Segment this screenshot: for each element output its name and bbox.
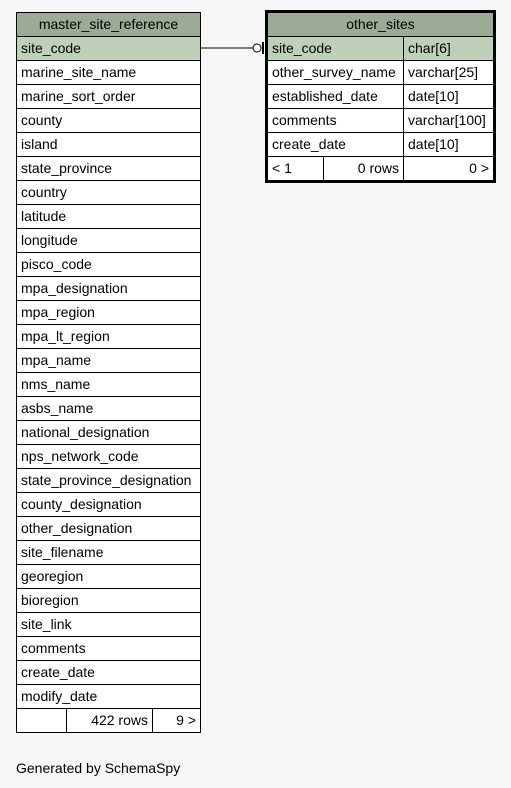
- master-site-reference-table[interactable]: [16, 12, 201, 733]
- table-row[interactable]: [17, 85, 201, 109]
- column-name: mpa_designation: [17, 277, 201, 301]
- table-footer: [17, 709, 201, 733]
- table-row[interactable]: [17, 301, 201, 325]
- column-type: date[10]: [404, 133, 494, 157]
- column-name: marine_site_name: [17, 61, 201, 85]
- table-row[interactable]: [17, 325, 201, 349]
- column-name: create_date: [268, 133, 404, 157]
- parent-count[interactable]: [17, 709, 67, 733]
- parent-count[interactable]: < 1: [268, 157, 324, 181]
- column-name: asbs_name: [17, 397, 201, 421]
- column-name: state_province: [17, 157, 201, 181]
- table-row[interactable]: [17, 205, 201, 229]
- column-name: site_link: [17, 613, 201, 637]
- row-count: 0 rows: [324, 157, 404, 181]
- column-name: county_designation: [17, 493, 201, 517]
- column-type: char[6]: [404, 37, 494, 61]
- row-count: 422 rows: [67, 709, 153, 733]
- table-row[interactable]: [17, 517, 201, 541]
- table-row[interactable]: [268, 37, 494, 61]
- column-name: mpa_name: [17, 349, 201, 373]
- table-row[interactable]: [17, 37, 201, 61]
- table-row[interactable]: [17, 469, 201, 493]
- table-row[interactable]: [17, 541, 201, 565]
- column-name: comments: [268, 109, 404, 133]
- other-sites-table[interactable]: [267, 12, 494, 181]
- column-name: create_date: [17, 661, 201, 685]
- table-row[interactable]: [17, 373, 201, 397]
- table-row[interactable]: [17, 109, 201, 133]
- column-type: varchar[100]: [404, 109, 494, 133]
- column-type: varchar[25]: [404, 61, 494, 85]
- table-row[interactable]: [17, 661, 201, 685]
- column-name: modify_date: [17, 685, 201, 709]
- generated-by-caption: Generated by SchemaSpy: [16, 760, 181, 776]
- column-name: mpa_lt_region: [17, 325, 201, 349]
- table-footer: [268, 157, 494, 181]
- table-row[interactable]: [17, 613, 201, 637]
- table-row[interactable]: [268, 85, 494, 109]
- column-name: bioregion: [17, 589, 201, 613]
- table-title[interactable]: master_site_reference: [17, 13, 201, 37]
- table-row[interactable]: [17, 277, 201, 301]
- column-name: island: [17, 133, 201, 157]
- table-row[interactable]: [17, 589, 201, 613]
- column-name: comments: [17, 637, 201, 661]
- table-row[interactable]: [17, 229, 201, 253]
- column-name: site_code: [17, 37, 201, 61]
- column-name: established_date: [268, 85, 404, 109]
- table-row[interactable]: [17, 253, 201, 277]
- table-row[interactable]: [17, 133, 201, 157]
- column-name: pisco_code: [17, 253, 201, 277]
- column-name: national_designation: [17, 421, 201, 445]
- column-name: marine_sort_order: [17, 85, 201, 109]
- table-row[interactable]: [268, 61, 494, 85]
- table-row[interactable]: [17, 637, 201, 661]
- column-name: country: [17, 181, 201, 205]
- zero-optionality-circle: [253, 44, 261, 52]
- column-name: nms_name: [17, 373, 201, 397]
- column-name: site_code: [268, 37, 404, 61]
- column-name: other_survey_name: [268, 61, 404, 85]
- column-name: longitude: [17, 229, 201, 253]
- column-name: mpa_region: [17, 301, 201, 325]
- child-count[interactable]: 0 >: [404, 157, 494, 181]
- column-name: nps_network_code: [17, 445, 201, 469]
- table-row[interactable]: [17, 445, 201, 469]
- table-row[interactable]: [17, 493, 201, 517]
- table-row[interactable]: [17, 421, 201, 445]
- table-row[interactable]: [17, 397, 201, 421]
- table-row[interactable]: [17, 157, 201, 181]
- column-name: county: [17, 109, 201, 133]
- table-row[interactable]: [17, 565, 201, 589]
- table-row[interactable]: [17, 685, 201, 709]
- table-row[interactable]: [17, 61, 201, 85]
- child-count[interactable]: 9 >: [153, 709, 201, 733]
- column-name: other_designation: [17, 517, 201, 541]
- column-name: site_filename: [17, 541, 201, 565]
- table-row[interactable]: [268, 109, 494, 133]
- column-name: state_province_designation: [17, 469, 201, 493]
- table-row[interactable]: [17, 349, 201, 373]
- column-name: georegion: [17, 565, 201, 589]
- column-type: date[10]: [404, 85, 494, 109]
- table-row[interactable]: [268, 133, 494, 157]
- column-name: latitude: [17, 205, 201, 229]
- table-title[interactable]: other_sites: [268, 13, 494, 37]
- table-row[interactable]: [17, 181, 201, 205]
